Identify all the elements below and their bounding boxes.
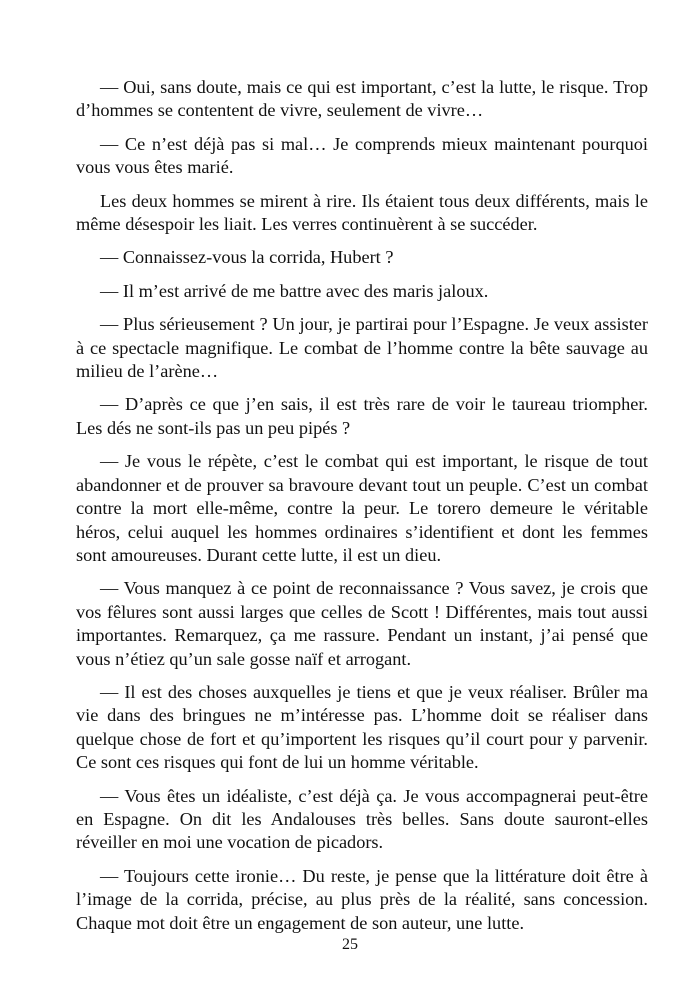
paragraph: — Plus sérieusement ? Un jour, je partirai pour l’Espagne. Je veux assister à ce spectacle magnifique. Le combat de l’homme contre la bête sauvage au milieu de l’arène… (76, 314, 648, 382)
paragraph: — Ce n’est déjà pas si mal… Je comprends mieux maintenant pourquoi vous vous êtes marié. (76, 133, 648, 178)
page-body (76, 76, 648, 945)
paragraph: — Oui, sans doute, mais ce qui est important, c’est la lutte, le risque. Trop d’hommes se contentent de vivre, seulement de vivre… (76, 77, 648, 121)
paragraph: — Toujours cette ironie… Du reste, je pense que la littérature doit être à l’image de la corrida, précise, au plus près de la réalité, sans concession. Chaque mot doit être un engagement de son auteur, une lutte. (76, 865, 648, 933)
paragraph: — Connaissez-vous la corrida, Hubert ? (100, 247, 394, 268)
paragraph: — Je vous le répète, c’est le combat qui est important, le risque de tout abandonner et de prouver sa bravoure devant tout un peuple. C’est un combat contre la mort elle-même, contre la peur. Le torero demeure le véritable héros, celui auquel les hommes ordinaires s’identifient et dont les femmes sont amoureuses. Durant cette lutte, il est un dieu. (76, 451, 648, 565)
paragraph: — Vous manquez à ce point de reconnaissance ? Vous savez, je crois que vos fêlures sont aussi larges que celles de Scott ! Différentes, mais tout aussi importantes. Remarquez, ça me rassure. Pendant un instant, j’ai pensé que vous n’étiez qu’un sale gosse naïf et arrogant. (76, 578, 648, 669)
paragraph: Les deux hommes se mirent à rire. Ils étaient tous deux différents, mais le même désespoir les liait. Les verres continuèrent à se succéder. (76, 190, 648, 235)
paragraph: — Vous êtes un idéaliste, c’est déjà ça. Je vous accompagnerai peut-être en Espagne. On dit les Andalouses très belles. Sans doute sauront-elles réveiller en moi une vocation de picadors. (76, 785, 648, 853)
paragraph: — Il m’est arrivé de me battre avec des maris jaloux. (100, 280, 489, 301)
paragraph: — D’après ce que j’en sais, il est très rare de voir le taureau triompher. Les dés ne sont-ils pas un peu pipés ? (76, 394, 648, 438)
paragraph: — Il est des choses auxquelles je tiens et que je veux réaliser. Brûler ma vie dans des bringues ne m’intéresse pas. L’homme doit se réaliser dans quelque chose de fort et qu’importent les risques qu’il court pour y parvenir. Ce sont ces risques qui font de lui un homme véritable. (76, 681, 648, 773)
page-number: 25 (342, 936, 358, 953)
